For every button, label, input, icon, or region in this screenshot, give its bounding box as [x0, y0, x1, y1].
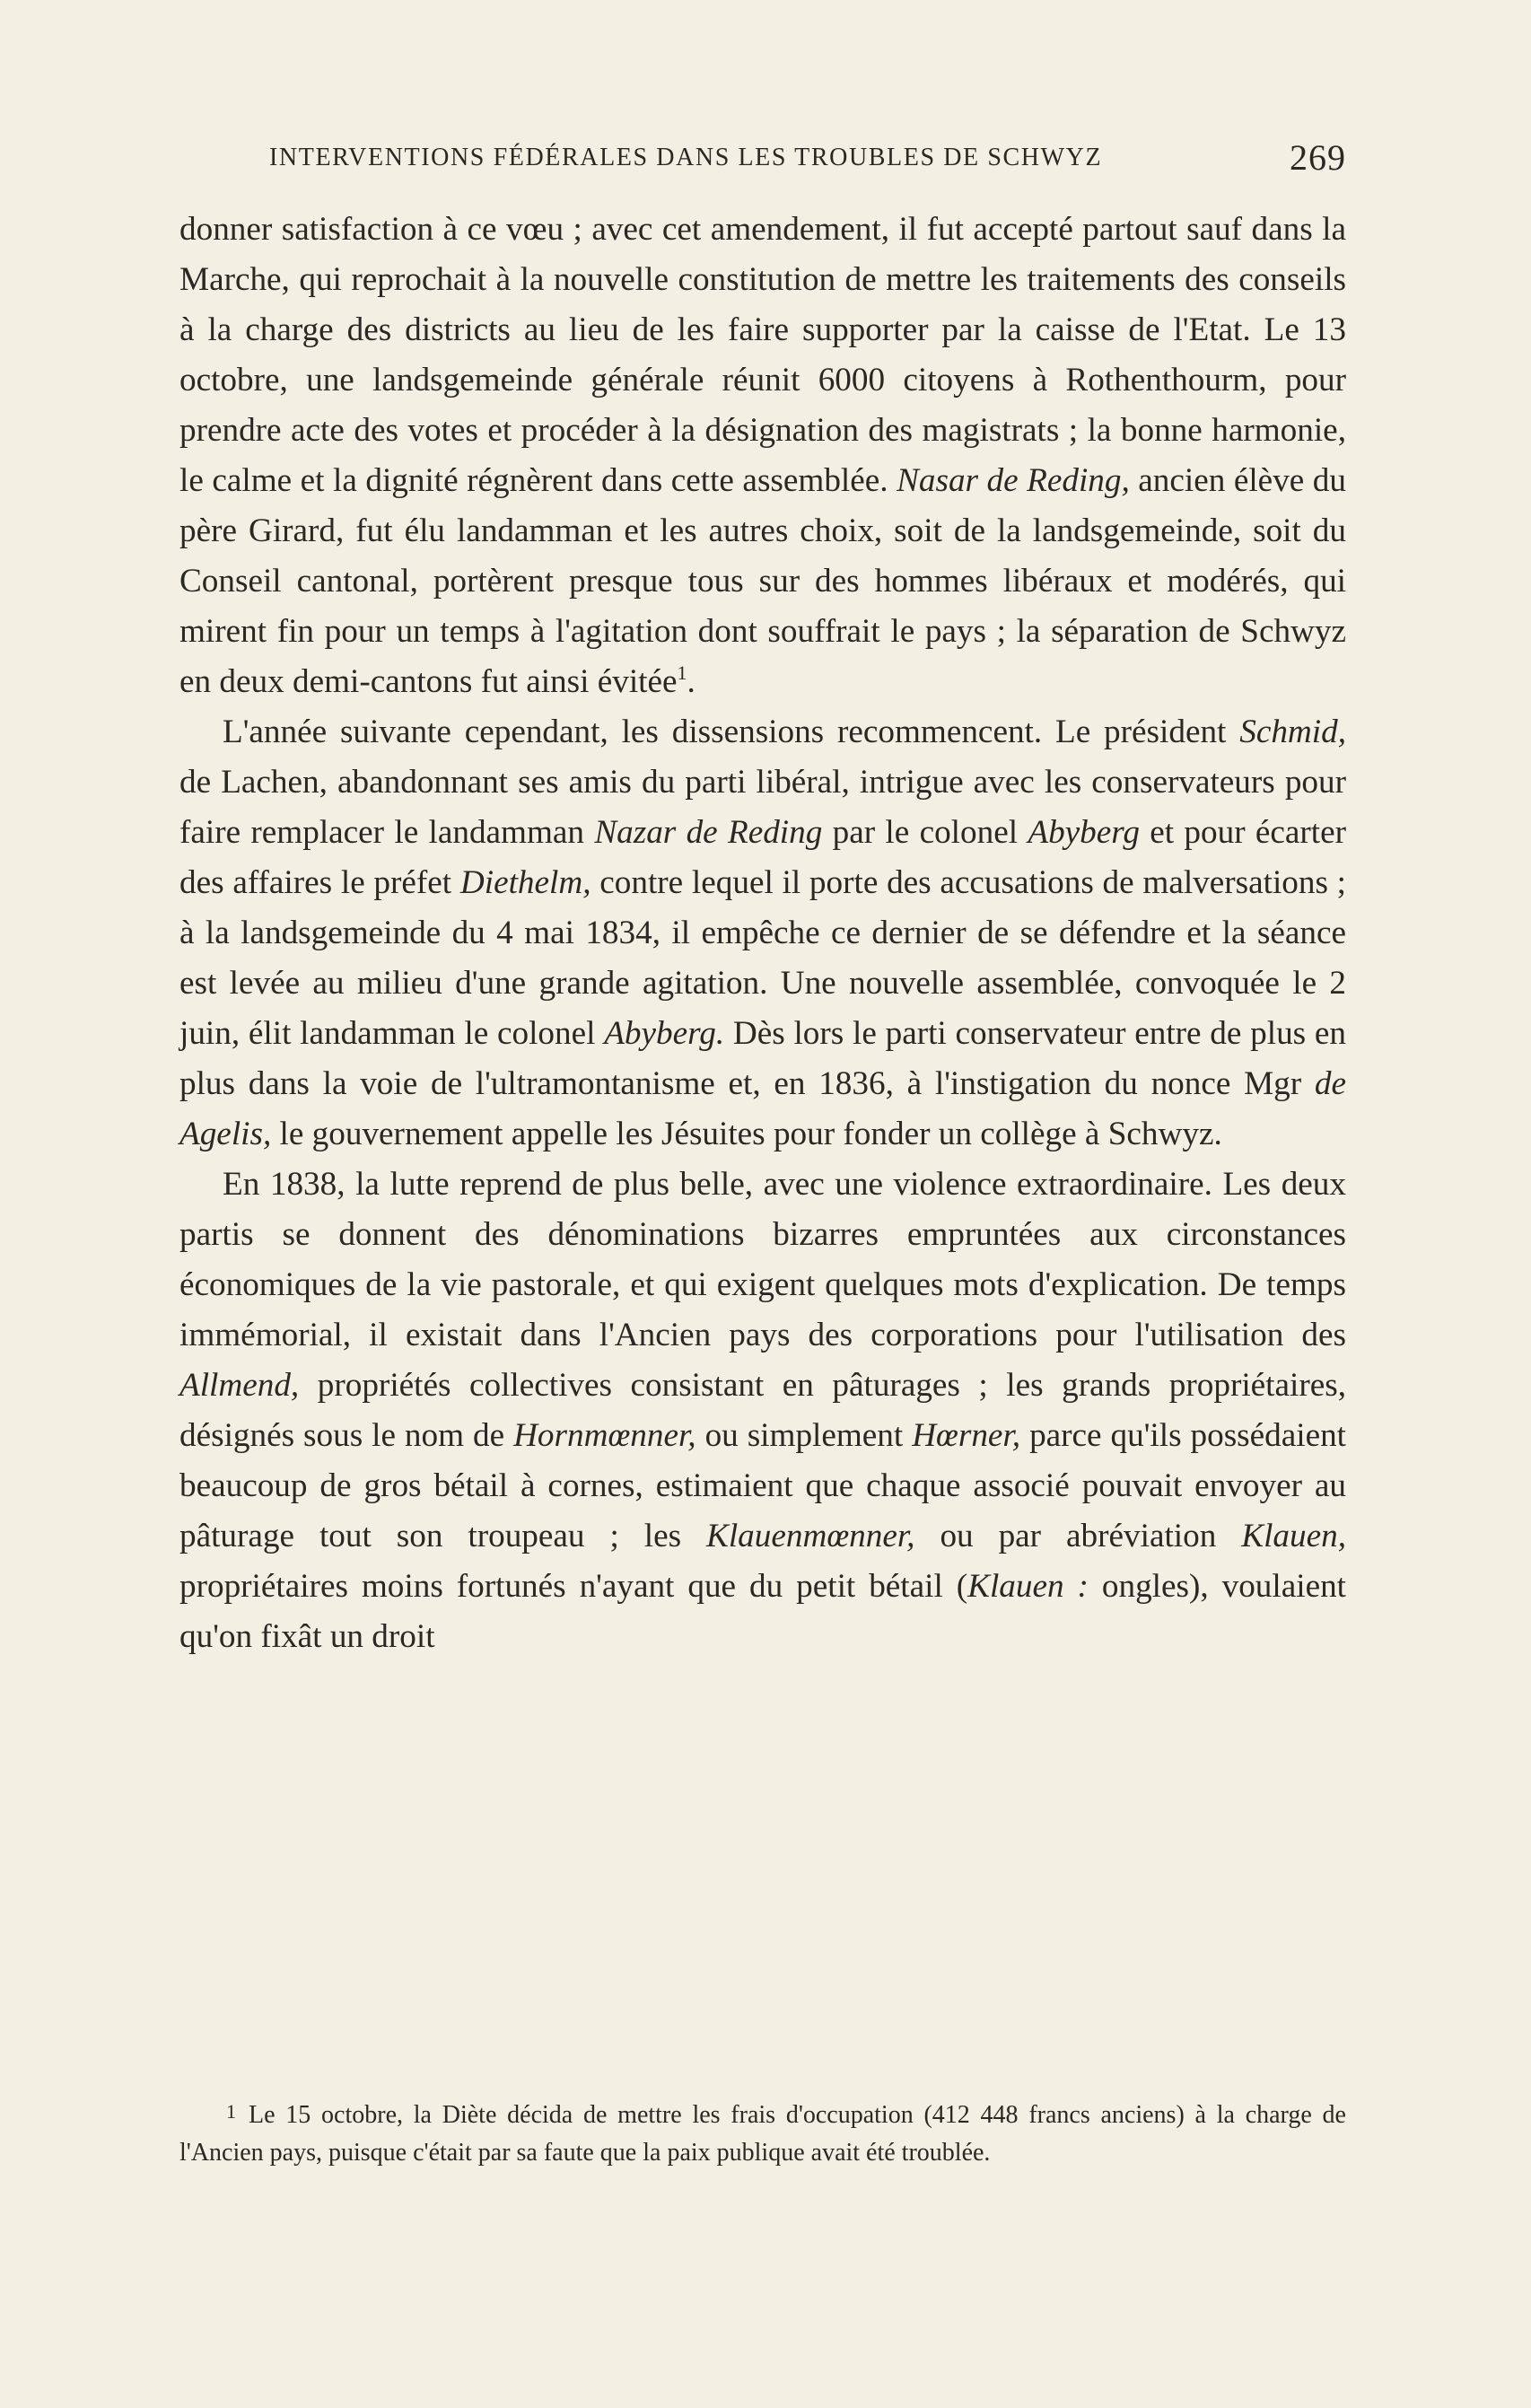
text-run: propriétaires moins fortunés n'ayant que du petit bétail (	[179, 1568, 968, 1605]
text-run: le gouvernement appelle les Jésuites pour fonder un collège à Schwyz.	[279, 1116, 1222, 1152]
italic-term: Hœrner,	[912, 1417, 1021, 1454]
text-run: par le colonel	[832, 814, 1019, 851]
text-run: donner satisfaction à ce vœu ; avec cet amendement, il fut accepté partout sauf dans la Marche, qui reprochait à la nouvelle constitution de mettre les traitements des conseils à la charge des districts au lieu de les faire supporter par la caisse de l'Etat. Le 13 octobre, une landsgemeinde générale réunit 6000 citoyens à Rothenthourm, pour prendre acte des votes et procéder à la désignation des magistrats ; la bonne harmonie, le calme et la dignité régnèrent dans cette assemblée.	[179, 211, 1346, 499]
italic-name: Nazar de Reding	[594, 814, 823, 851]
text-run: L'année suivante cependant, les dissensions recommencent. Le président	[223, 714, 1227, 750]
running-head	[179, 136, 1346, 183]
text-run: parce qu'ils possédaient beaucoup de gros bétail à cornes, estimaient que chaque associé pouvait envoyer au pâturage tout son troupeau ; les	[179, 1417, 1347, 1554]
italic-term: Klauen,	[1241, 1518, 1347, 1554]
italic-name: Nasar de Reding,	[897, 462, 1130, 499]
text-run: ou par abréviation	[940, 1518, 1217, 1554]
italic-term: Hornmœnner,	[513, 1417, 696, 1454]
page-number: 269	[1290, 137, 1346, 178]
text-run: et pour écarter des affaires le préfet	[179, 814, 1347, 901]
footnote-marker: 1	[226, 2100, 236, 2123]
running-title: INTERVENTIONS FÉDÉRALES DANS LES TROUBLES DE SCHWYZ	[269, 144, 1103, 171]
text-run: propriétés collectives consistant en pâturages ; les grands propriétaires, désignés sous le nom de	[179, 1367, 1346, 1454]
paragraph-2	[179, 707, 1346, 1160]
body-text	[179, 205, 1346, 1662]
text-run: de Lachen, abandonnant ses amis du parti libéral, intrigue avec les conservateurs pour faire remplacer le landamman	[179, 764, 1346, 851]
text-run: ancien élève du père Girard, fut élu landamman et les autres choix, soit de la landsgemeinde, soit du Conseil cantonal, portèrent presque tous sur des hommes libéraux et modérés, qui mirent fin pour un temps à l'agitation dont souffrait le pays ; la séparation de Schwyz en deux demi-cantons fut ainsi évitée	[179, 462, 1346, 700]
text-run: ou simplement	[704, 1417, 904, 1454]
footnote-reference: 1	[677, 661, 687, 684]
italic-name: Diethelm,	[459, 864, 591, 901]
footnotes	[179, 2093, 1346, 2172]
paragraph-3	[179, 1160, 1346, 1662]
text-run: Dès lors le parti conservateur entre de plus en plus dans la voie de l'ultramontanisme et, en 1836, à l'instigation du nonce Mgr	[179, 1015, 1347, 1102]
text-run: ongles), voulaient qu'on fixât un droit	[179, 1568, 1347, 1655]
footnote-1	[179, 2093, 1346, 2172]
italic-term: Klauen :	[967, 1568, 1089, 1605]
text-run: contre lequel il porte des accusations de malversations ; à la landsgemeinde du 4 mai 1834, il empêche ce dernier de se défendre et la séance est levée au milieu d'une grande agitation. Une nouvelle assemblée, convoquée le 2 juin, élit landamman le colonel	[179, 864, 1347, 1052]
italic-name: Abyberg.	[604, 1015, 725, 1052]
text-run: En 1838, la lutte reprend de plus belle, avec une violence extraordinaire. Les deux partis se donnent des dénominations bizarres empruntées aux circonstances économiques de la vie pastorale, et qui exigent quelques mots d'explication. De temps immémorial, il existait dans l'Ancien pays des corporations pour l'utilisation des	[179, 1166, 1346, 1353]
italic-term: Klauenmœnner,	[706, 1518, 915, 1554]
italic-name: de Agelis,	[179, 1065, 1347, 1152]
italic-term: Allmend,	[179, 1367, 300, 1404]
italic-name: Schmid,	[1239, 714, 1346, 750]
paragraph-1	[179, 205, 1346, 707]
italic-name: Abyberg	[1028, 814, 1140, 851]
text-run: .	[687, 663, 696, 700]
footnote-text: Le 15 octobre, la Diète décida de mettre les frais d'occupation (412 448 francs anciens) à la charge de l'Ancien pays, puisque c'était par sa faute que la paix publique avait été troublée.	[179, 2101, 1346, 2167]
